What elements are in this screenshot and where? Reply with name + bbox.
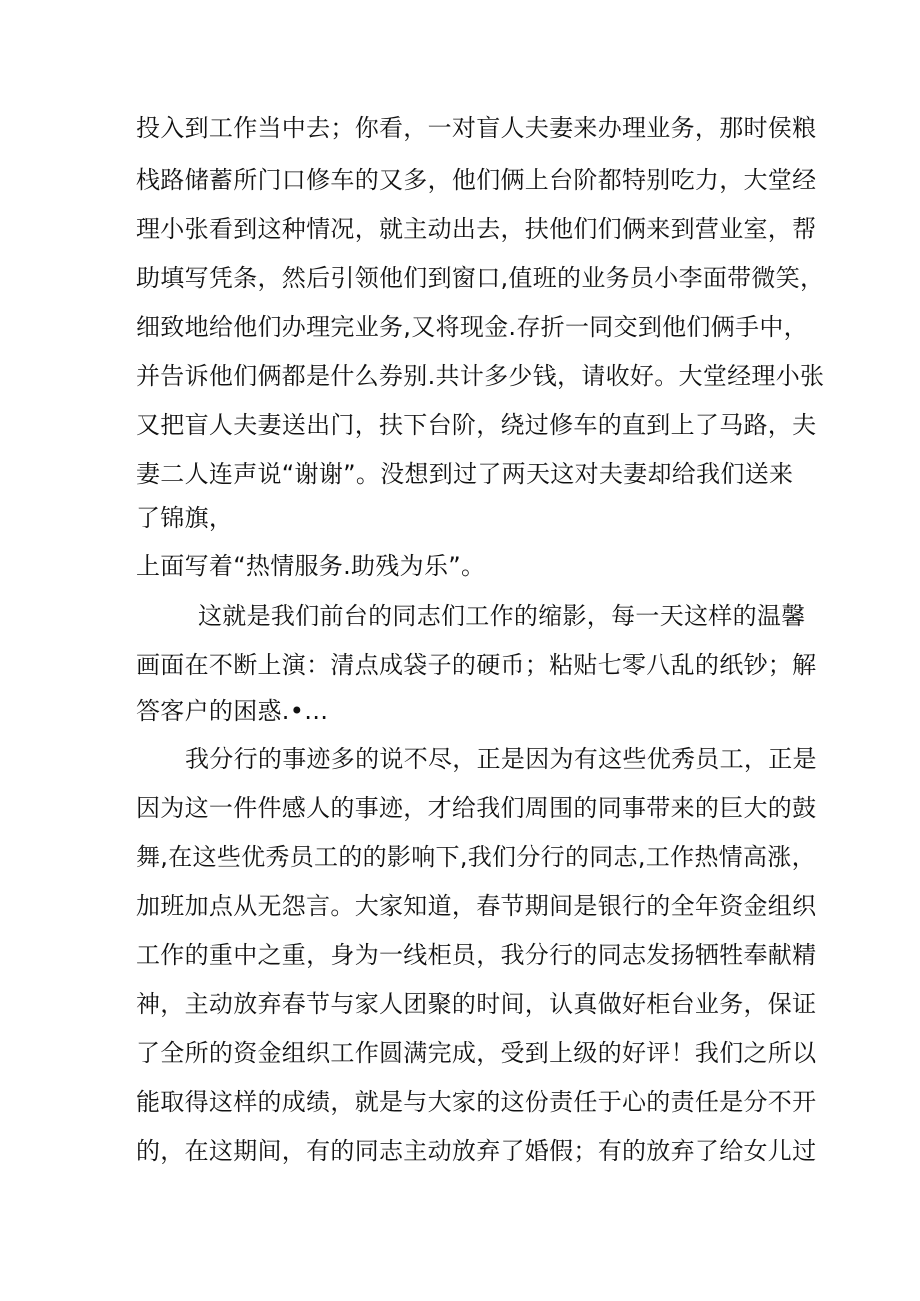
text-line: 这就是我们前台的同志们工作的缩影，每一天这样的温馨 bbox=[198, 602, 806, 630]
text-line: 投入到工作当中去；你看，一对盲人夫妻来办理业务，那时侯粮 bbox=[136, 114, 817, 142]
text-line: 的，在这期间，有的同志主动放弃了婚假；有的放弃了给女儿过 bbox=[136, 1137, 817, 1165]
text-line: 细致地给他们办理完业务,又将现金.存折一同交到他们俩手中， bbox=[136, 313, 808, 341]
text-line: 我分行的事迹多的说不尽，正是因为有这些优秀员工，正是 bbox=[185, 745, 817, 773]
text-line: 助填写凭条，然后引领他们到窗口,值班的业务员小李面带微笑， bbox=[136, 264, 825, 292]
text-line: 理小张看到这种情况，就主动出去，扶他们们俩来到营业室，帮 bbox=[136, 215, 817, 243]
text-line: 舞,在这些优秀员工的的影响下,我们分行的同志,工作热情高涨， bbox=[136, 843, 816, 871]
text-line: 能取得这样的成绩，就是与大家的这份责任于心的责任是分不开 bbox=[136, 1088, 817, 1116]
text-line: 了全所的资金组织工作圆满完成，受到上级的好评！我们之所以 bbox=[136, 1039, 817, 1067]
text-line: 栈路储蓄所门口修车的又多，他们俩上台阶都特别吃力，大堂经 bbox=[136, 166, 817, 194]
text-line: 答客户的困惑.•… bbox=[136, 697, 329, 725]
text-line: 工作的重中之重，身为一线柜员，我分行的同志发扬牺牲奉献精 bbox=[136, 941, 817, 969]
text-line: 画面在不断上演：清点成袋子的硬币；粘贴七零八乱的纸钞；解 bbox=[136, 651, 817, 679]
text-line: 神，主动放弃春节与家人团聚的时间，认真做好柜台业务，保证 bbox=[136, 990, 817, 1018]
text-line: 了锦旗， bbox=[136, 504, 234, 532]
text-line: 因为这一件件感人的事迹，才给我们周围的同事带来的巨大的鼓 bbox=[136, 794, 817, 822]
text-line: 又把盲人夫妻送出门，扶下台阶，绕过修车的直到上了马路，夫 bbox=[136, 411, 817, 439]
text-line: 并告诉他们俩都是什么券别.共计多少钱，请收好。大堂经理小张 bbox=[136, 362, 825, 390]
text-line: 上面写着“热情服务.助残为乐”。 bbox=[136, 552, 486, 580]
text-line: 加班加点从无怨言。大家知道，春节期间是银行的全年资金组织 bbox=[136, 892, 817, 920]
text-line: 妻二人连声说“谢谢”。没想到过了两天这对夫妻却给我们送来 bbox=[136, 460, 794, 488]
